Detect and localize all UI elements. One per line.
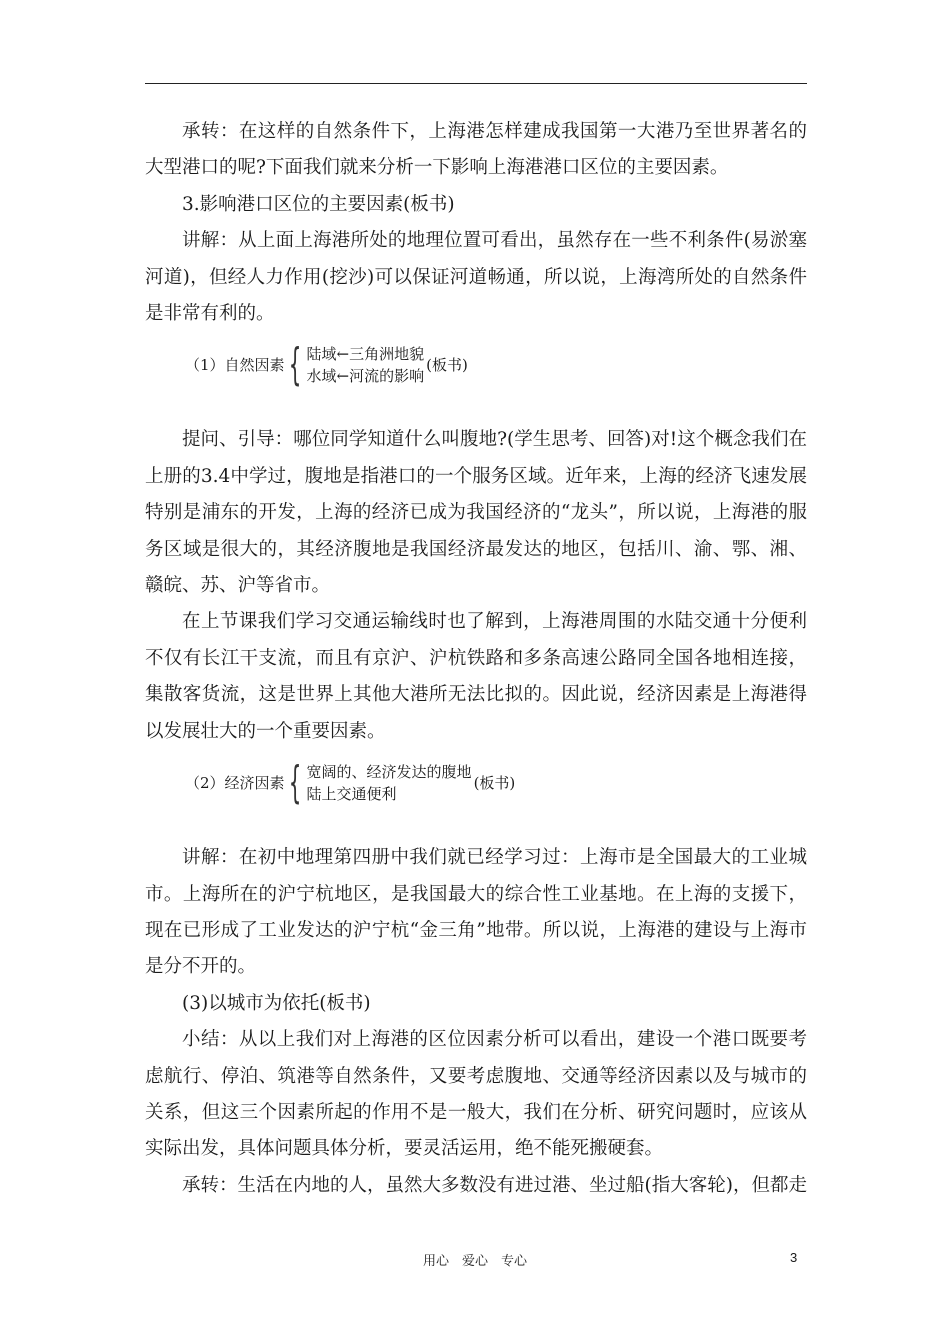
board-lead: （2）经济因素	[185, 774, 285, 793]
board-item: 陆域←三角洲地貌	[306, 345, 425, 364]
brace-icon: {	[288, 757, 301, 809]
board-item: 水域←河流的影响	[306, 367, 425, 386]
board-economic-factors	[185, 752, 807, 814]
board-tail: (板书)	[473, 774, 516, 793]
paragraph-transition: 承转：在这样的自然条件下，上海港怎样建成我国第一大港乃至世界著名的大型港口的呢?下面我们就来分析一下影响上海港港口区位的主要因素。	[145, 121, 807, 179]
header-rule	[145, 83, 807, 84]
board-item: 宽阔的、经济发达的腹地	[306, 763, 472, 782]
paragraph-city: 讲解：在初中地理第四册中我们就已经学习过：上海市是全国最大的工业城市。上海所在的沪宁杭地区，是我国最大的综合性工业基地。在上海的支援下，现在已形成了工业发达的沪宁杭“金三角”地带。所以说，上海港的建设与上海市是分不开的。	[145, 847, 807, 978]
page-number: 3	[790, 1250, 798, 1265]
paragraph-question: 提问、引导：哪位同学知道什么叫腹地?(学生思考、回答)对!这个概念我们在上册的3.4中学过，腹地是指港口的一个服务区域。近年来，上海的经济飞速发展特别是浦东的开发，上海的经济已成为我国经济的“龙头”，所以说，上海港的服务区域是很大的，其经济腹地是我国经济最发达的地区，包括川、渝、鄂、湘、赣皖、苏、沪等省市。	[145, 429, 807, 597]
board-natural-factors	[185, 334, 807, 396]
paragraph-explanation: 讲解：从上面上海港所处的地理位置可看出，虽然存在一些不利条件(易淤塞河道)，但经人力作用(挖沙)可以保证河道畅通，所以说，上海湾所处的自然条件是非常有利的。	[145, 230, 807, 325]
board-items	[307, 343, 425, 387]
section-subheading: (3)以城市为依托(板书)	[182, 992, 371, 1014]
section-heading: 3.影响港口区位的主要因素(板书)	[182, 193, 455, 215]
footer-motto: 用心 爱心 专心	[422, 1254, 527, 1269]
brace-icon: {	[288, 339, 301, 391]
paragraph-transport: 在上节课我们学习交通运输线时也了解到，上海港周围的水陆交通十分便利不仅有长江干支流，而且有京沪、沪杭铁路和多条高速公路同全国各地相连接，集散客货流，这是世界上其他大港所无法比拟的。因此说，经济因素是上海港得以发展壮大的一个重要因素。	[145, 611, 807, 742]
board-items	[307, 761, 472, 805]
board-lead: （1）自然因素	[185, 356, 285, 375]
paragraph-transition-2: 承转：生活在内地的人，虽然大多数没有进过港、坐过船(指大客轮)，但都走	[182, 1174, 807, 1196]
board-tail: (板书)	[426, 356, 468, 375]
board-item: 陆上交通便利	[306, 785, 397, 804]
document-body	[145, 114, 807, 1204]
paragraph-summary: 小结：从以上我们对上海港的区位因素分析可以看出，建设一个港口既要考虑航行、停泊、筑港等自然条件，又要考虑腹地、交通等经济因素以及与城市的关系，但这三个因素所起的作用不是一般大，我们在分析、研究问题时，应该从实际出发，具体问题具体分析，要灵活运用，绝不能死搬硬套。	[145, 1029, 807, 1160]
